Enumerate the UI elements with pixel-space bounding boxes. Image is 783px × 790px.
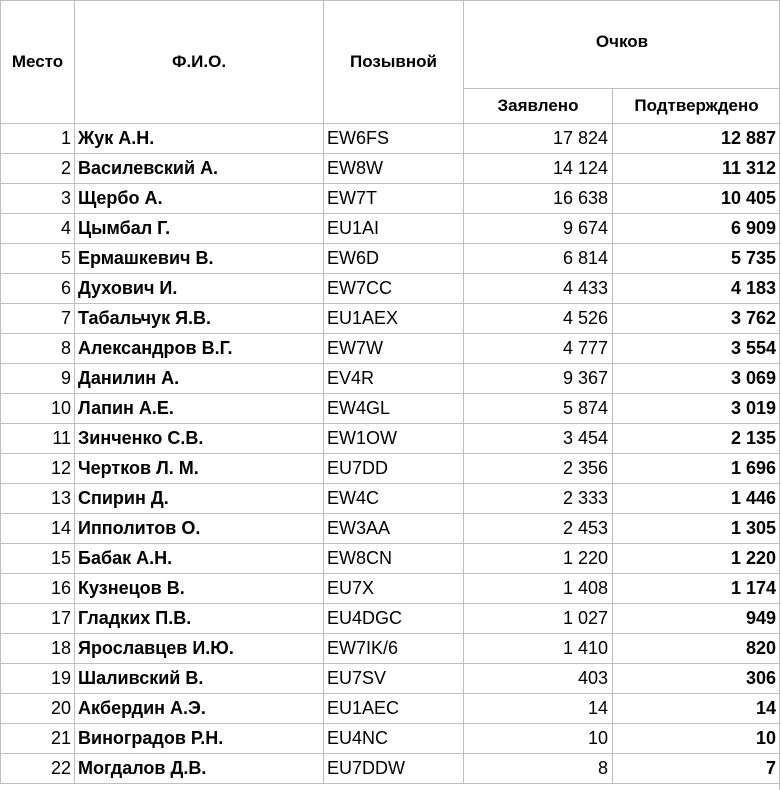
header-name: Ф.И.О.: [75, 1, 324, 124]
cell-declared: 403: [464, 664, 613, 694]
cell-name: Виноградов Р.Н.: [75, 724, 324, 754]
table-row: [1, 574, 781, 604]
table-row: [1, 154, 781, 184]
table-row: [1, 694, 781, 724]
cell-callsign: EU7DDW: [324, 754, 464, 784]
cell-confirmed: 820: [613, 634, 781, 664]
cell-declared: 1 410: [464, 634, 613, 664]
cell-name: Чертков Л. М.: [75, 454, 324, 484]
cell-place: 20: [1, 694, 75, 724]
cell-name: Табальчук Я.В.: [75, 304, 324, 334]
cell-callsign: EW3AA: [324, 514, 464, 544]
cell-confirmed: 14: [613, 694, 781, 724]
cell-declared: 4 526: [464, 304, 613, 334]
cell-declared: 10: [464, 724, 613, 754]
cell-callsign: EV4R: [324, 364, 464, 394]
cell-callsign: EW7IK/6: [324, 634, 464, 664]
cell-callsign: EU7DD: [324, 454, 464, 484]
table-row: [1, 604, 781, 634]
cell-name: Ярославцев И.Ю.: [75, 634, 324, 664]
sheet-edge: [779, 0, 783, 790]
table-row: [1, 424, 781, 454]
cell-callsign: EW1OW: [324, 424, 464, 454]
cell-confirmed: 949: [613, 604, 781, 634]
cell-declared: 1 027: [464, 604, 613, 634]
cell-name: Василевский А.: [75, 154, 324, 184]
cell-name: Спирин Д.: [75, 484, 324, 514]
cell-place: 7: [1, 304, 75, 334]
table-row: [1, 304, 781, 334]
cell-name: Духович И.: [75, 274, 324, 304]
cell-confirmed: 1 446: [613, 484, 781, 514]
cell-confirmed: 10 405: [613, 184, 781, 214]
cell-callsign: EU1AEC: [324, 694, 464, 724]
cell-callsign: EW4GL: [324, 394, 464, 424]
cell-callsign: EW7W: [324, 334, 464, 364]
cell-declared: 4 433: [464, 274, 613, 304]
cell-declared: 2 333: [464, 484, 613, 514]
cell-name: Гладких П.В.: [75, 604, 324, 634]
cell-callsign: EU1AI: [324, 214, 464, 244]
table-row: [1, 514, 781, 544]
cell-confirmed: 1 174: [613, 574, 781, 604]
cell-name: Акбердин А.Э.: [75, 694, 324, 724]
cell-place: 21: [1, 724, 75, 754]
cell-confirmed: 3 019: [613, 394, 781, 424]
cell-confirmed: 2 135: [613, 424, 781, 454]
cell-place: 10: [1, 394, 75, 424]
cell-declared: 2 453: [464, 514, 613, 544]
table-row: [1, 544, 781, 574]
cell-confirmed: 6 909: [613, 214, 781, 244]
cell-name: Бабак А.Н.: [75, 544, 324, 574]
cell-callsign: EW7T: [324, 184, 464, 214]
cell-confirmed: 3 554: [613, 334, 781, 364]
cell-confirmed: 306: [613, 664, 781, 694]
table-row: [1, 754, 781, 784]
table-row: [1, 274, 781, 304]
header-place: Место: [1, 1, 75, 124]
cell-place: 15: [1, 544, 75, 574]
cell-declared: 8: [464, 754, 613, 784]
cell-name: Зинченко С.В.: [75, 424, 324, 454]
cell-name: Цымбал Г.: [75, 214, 324, 244]
header-callsign: Позывной: [324, 1, 464, 124]
table-row: [1, 244, 781, 274]
cell-place: 11: [1, 424, 75, 454]
table-row: [1, 394, 781, 424]
cell-place: 5: [1, 244, 75, 274]
cell-callsign: EU4NC: [324, 724, 464, 754]
cell-confirmed: 11 312: [613, 154, 781, 184]
cell-confirmed: 1 220: [613, 544, 781, 574]
cell-confirmed: 3 762: [613, 304, 781, 334]
header-confirmed: Подтверждено: [613, 89, 781, 124]
cell-confirmed: 1 696: [613, 454, 781, 484]
cell-confirmed: 7: [613, 754, 781, 784]
cell-confirmed: 4 183: [613, 274, 781, 304]
cell-declared: 5 874: [464, 394, 613, 424]
cell-declared: 9 674: [464, 214, 613, 244]
cell-place: 9: [1, 364, 75, 394]
cell-declared: 2 356: [464, 454, 613, 484]
cell-declared: 3 454: [464, 424, 613, 454]
cell-place: 8: [1, 334, 75, 364]
cell-callsign: EW7CC: [324, 274, 464, 304]
cell-name: Шаливский В.: [75, 664, 324, 694]
cell-declared: 1 408: [464, 574, 613, 604]
table-row: [1, 454, 781, 484]
cell-callsign: EU1AEX: [324, 304, 464, 334]
table-row: [1, 724, 781, 754]
cell-place: 16: [1, 574, 75, 604]
cell-place: 2: [1, 154, 75, 184]
cell-confirmed: 3 069: [613, 364, 781, 394]
cell-callsign: EW4C: [324, 484, 464, 514]
cell-callsign: EW6D: [324, 244, 464, 274]
table-row: [1, 334, 781, 364]
cell-name: Александров В.Г.: [75, 334, 324, 364]
cell-place: 6: [1, 274, 75, 304]
cell-name: Ипполитов О.: [75, 514, 324, 544]
cell-declared: 4 777: [464, 334, 613, 364]
cell-declared: 14 124: [464, 154, 613, 184]
cell-declared: 14: [464, 694, 613, 724]
cell-place: 13: [1, 484, 75, 514]
cell-declared: 9 367: [464, 364, 613, 394]
cell-callsign: EW8W: [324, 154, 464, 184]
cell-name: Жук А.Н.: [75, 124, 324, 154]
cell-place: 14: [1, 514, 75, 544]
cell-place: 17: [1, 604, 75, 634]
table-row: [1, 124, 781, 154]
table-row: [1, 484, 781, 514]
cell-declared: 1 220: [464, 544, 613, 574]
table-row: [1, 184, 781, 214]
cell-name: Данилин А.: [75, 364, 324, 394]
cell-callsign: EW8CN: [324, 544, 464, 574]
cell-name: Щербо А.: [75, 184, 324, 214]
cell-place: 12: [1, 454, 75, 484]
cell-name: Кузнецов В.: [75, 574, 324, 604]
results-body: [1, 124, 781, 784]
cell-confirmed: 5 735: [613, 244, 781, 274]
cell-name: Ермашкевич В.: [75, 244, 324, 274]
cell-callsign: EU7X: [324, 574, 464, 604]
table-row: [1, 364, 781, 394]
cell-confirmed: 10: [613, 724, 781, 754]
cell-callsign: EW6FS: [324, 124, 464, 154]
cell-declared: 17 824: [464, 124, 613, 154]
cell-declared: 16 638: [464, 184, 613, 214]
cell-declared: 6 814: [464, 244, 613, 274]
cell-callsign: EU4DGC: [324, 604, 464, 634]
cell-name: Могдалов Д.В.: [75, 754, 324, 784]
cell-confirmed: 1 305: [613, 514, 781, 544]
cell-place: 18: [1, 634, 75, 664]
header-points: Очков: [464, 1, 781, 89]
cell-confirmed: 12 887: [613, 124, 781, 154]
cell-place: 4: [1, 214, 75, 244]
cell-place: 1: [1, 124, 75, 154]
cell-place: 22: [1, 754, 75, 784]
cell-callsign: EU7SV: [324, 664, 464, 694]
table-row: [1, 634, 781, 664]
cell-place: 19: [1, 664, 75, 694]
table-row: [1, 664, 781, 694]
table-row: [1, 214, 781, 244]
cell-place: 3: [1, 184, 75, 214]
header-declared: Заявлено: [464, 89, 613, 124]
cell-name: Лапин А.Е.: [75, 394, 324, 424]
